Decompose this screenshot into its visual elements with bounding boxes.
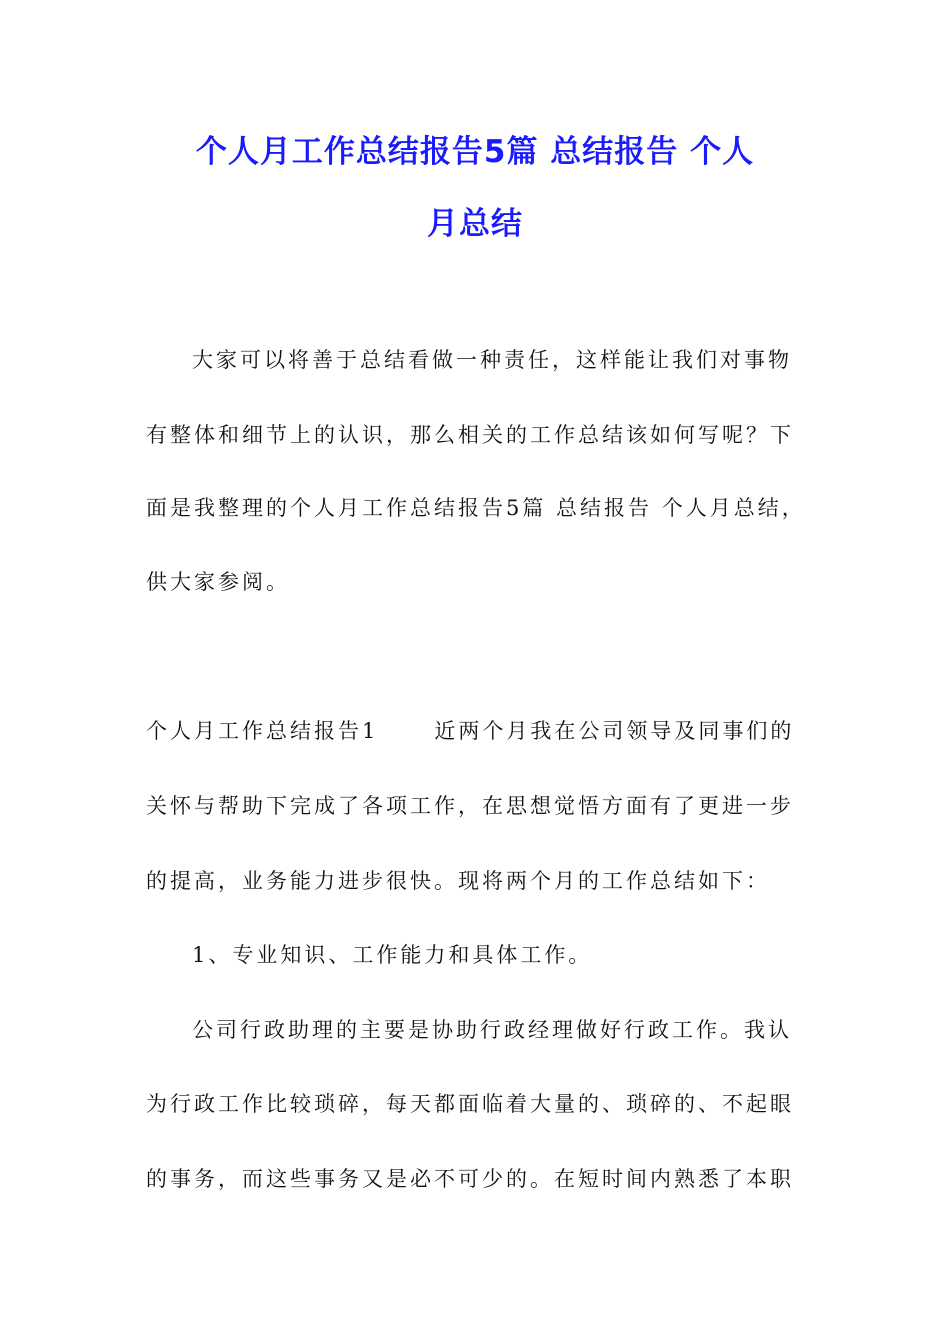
intro-line-4: 供大家参阅。 xyxy=(146,570,290,594)
intro-line-2: 有整体和细节上的认识，那么相关的工作总结该如何写呢？下 xyxy=(146,423,794,447)
document-title-line-2: 月总结 xyxy=(427,206,523,242)
document-title-line-1: 个人月工作总结报告5篇 总结报告 个人 xyxy=(195,134,755,170)
section-1-first-line-text: 近两个月我在公司领导及同事们的 xyxy=(434,719,795,743)
section-1-para-line-2: 为行政工作比较琐碎，每天都面临着大量的、琐碎的、不起眼 xyxy=(146,1092,794,1116)
section-1-para-line-3: 的事务，而这些事务又是必不可少的。在短时间内熟悉了本职 xyxy=(146,1167,794,1191)
section-1-line-3: 的提高，业务能力进步很快。现将两个月的工作总结如下： xyxy=(146,869,770,893)
section-1-heading: 个人月工作总结报告1 xyxy=(146,719,379,743)
section-1-para-line-1: 公司行政助理的主要是协助行政经理做好行政工作。我认 xyxy=(192,1018,792,1042)
section-1-line-2: 关怀与帮助下完成了各项工作，在思想觉悟方面有了更进一步 xyxy=(146,794,794,818)
intro-line-1: 大家可以将善于总结看做一种责任，这样能让我们对事物 xyxy=(192,348,792,372)
intro-line-3: 面是我整理的个人月工作总结报告5篇 总结报告 个人月总结， xyxy=(146,496,806,520)
section-1-first-line xyxy=(146,721,836,742)
section-1-item-1: 1、专业知识、工作能力和具体工作。 xyxy=(192,943,593,967)
